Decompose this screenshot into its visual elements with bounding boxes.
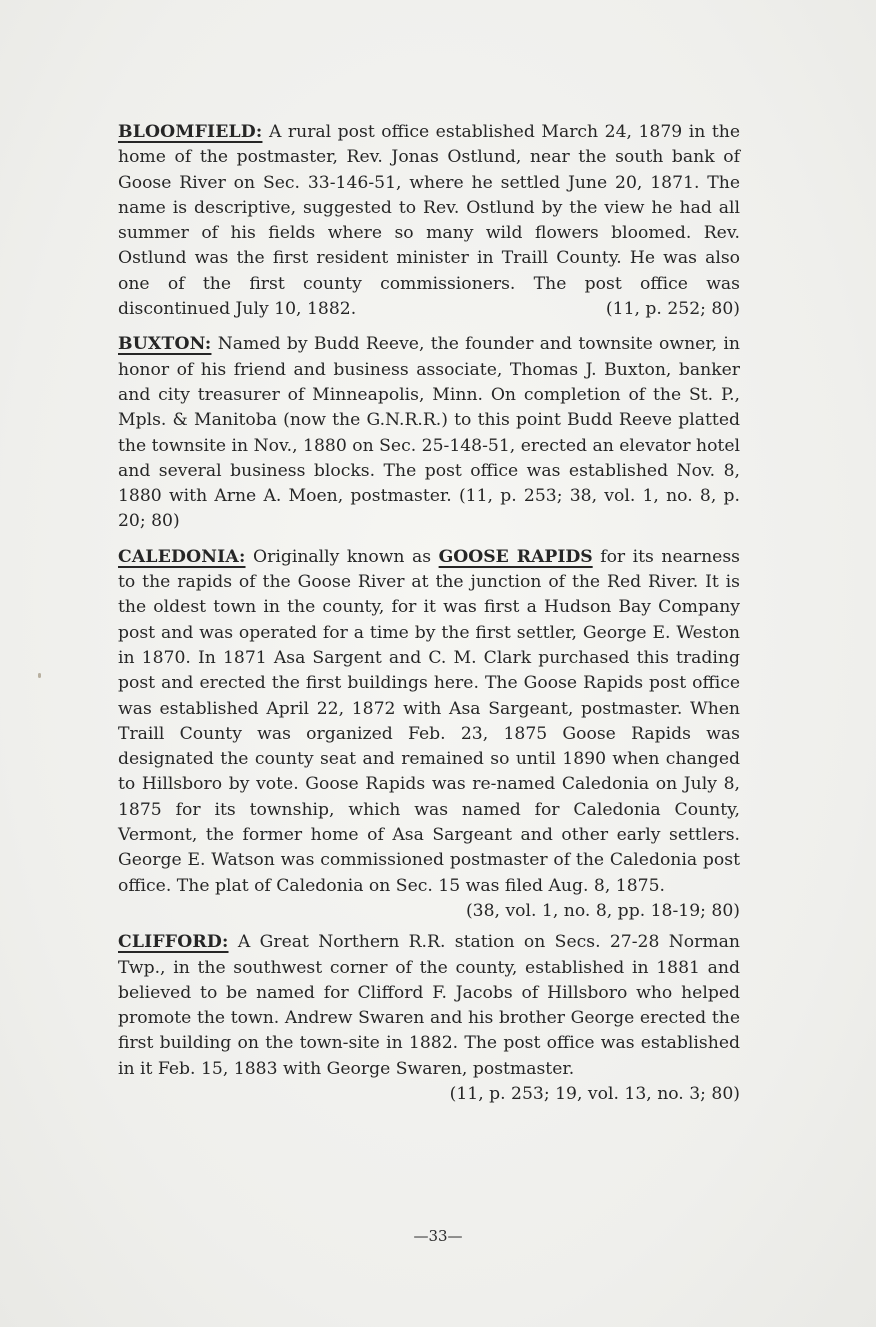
entry-clifford — [118, 930, 740, 1107]
document-body — [118, 120, 740, 1117]
former-name-heading: GOOSE RAPIDS — [438, 546, 593, 567]
entry-text: for its nearness to the rapids of the Goose River at the junction of the Red River. It is the oldest town in the county, for it was first a Hudson Bay Company post and was operated for a time by the first settler, George E. Weston in 1870. In 1871 Asa Sargent and C. M. Clark purchased this trading post and erected the first buildings here. The Goose Rapids post office was established April 22, 1872 with Asa Sargeant, postmaster. When Traill County was organized Feb. 23, 1875 Goose Rapids was designated the county seat and remained so until 1890 when changed to Hillsboro by vote. Goose Rapids was re-named Caledonia on July 8, 1875 for its township, which was named for Caledonia County, Vermont, the former home of Asa Sargeant and other early settlers. George E. Watson was commissioned postmaster of the Caledonia post office. The plat of Caledonia on Sec. 15 was filed Aug. 8, 1875. — [118, 546, 740, 896]
entry-heading: CLIFFORD: — [118, 932, 229, 953]
entry-caledonia — [118, 545, 740, 924]
entry-heading: CALEDONIA: — [118, 546, 246, 567]
paper-speck — [38, 673, 41, 678]
entry-citation: (38, vol. 1, no. 8, pp. 18-19; 80) — [465, 900, 740, 921]
entry-text: A rural post office established March 24, 1879 in the home of the postmaster, Rev. Jonas Ostlund, near the south bank of Goose River on Sec. 33-146-51, where he settled June 20, 1871. The name is descriptive, suggested to Rev. Ostlund by the view he had all summer of his fields where so many wild flowers bloomed. Rev. Ostlund was the first resident minister in Traill County. He was also one of the first county commissioners. The post office was discontinued July 10, 1882. — [118, 122, 740, 320]
entry-text: Named by Budd Reeve, the founder and townsite owner, in honor of his friend and business associate, Thomas J. Buxton, banker and city treasurer of Minneapolis, Minn. On completion of the St. P., Mpls. & Manitoba (now the G.N.R.R.) to this point Budd Reeve platted the townsite in Nov., 1880 on Sec. 25-148-51, erected an elevator hotel and several business blocks. The post office was established Nov. 8, 1880 with Arne A. Moen, postmaster. — [118, 334, 740, 507]
entry-citation: (11, p. 253; 19, vol. 13, no. 3; 80) — [449, 1083, 740, 1104]
entry-heading: BUXTON: — [118, 334, 212, 355]
entry-citation: (11, p. 252; 80) — [605, 299, 740, 320]
page-number: —33— — [413, 1227, 463, 1245]
entry-citation: (11, p. 253; 38, vol. 1, no. 8, p. 20; 80) — [118, 486, 740, 532]
entry-buxton — [118, 332, 740, 534]
entry-text-lead: Originally known as — [245, 546, 439, 567]
entry-bloomfield — [118, 120, 740, 322]
entry-heading: BLOOMFIELD: — [118, 122, 263, 142]
entry-text: A Great Northern R.R. station on Secs. 27-28 Norman Twp., in the southwest corner of the county, established in 1881 and believed to be named for Clifford F. Jacobs of Hillsboro who helped promote the town. Andrew Swaren and his brother George erected the first building on the town-site in 1882. The post office was established in it Feb. 15, 1883 with George Swaren, postmaster. — [118, 932, 740, 1079]
